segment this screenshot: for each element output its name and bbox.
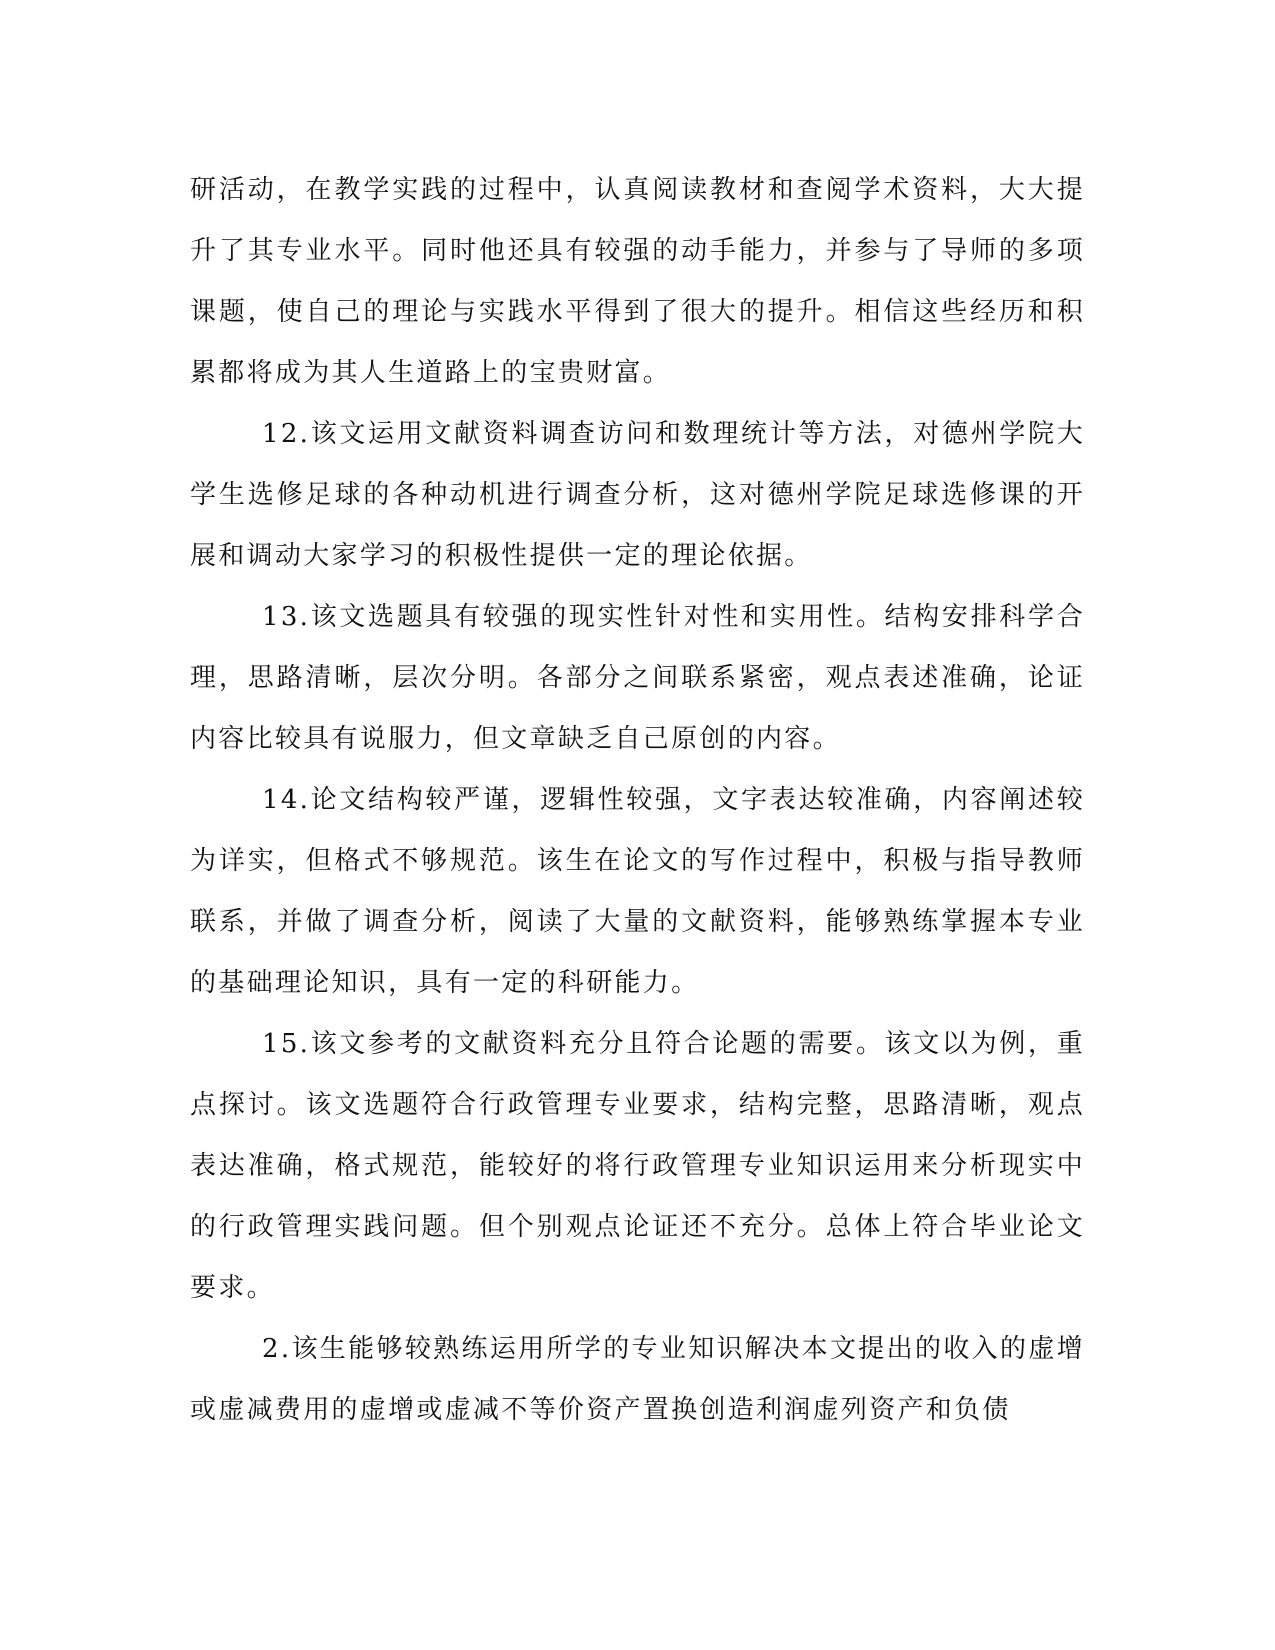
paragraph-13: 13.该文选题具有较强的现实性针对性和实用性。结构安排科学合理，思路清晰，层次分明。各部分之间联系紧密，观点表述准确，论证内容比较具有说服力，但文章缺乏自己原创的内容。 [190, 602, 1085, 754]
paragraph-2: 2.该生能够较熟练运用所学的专业知识解决本文提出的收入的虚增或虚减费用的虚增或虚减不等价资产置换创造利润虚列资产和负债 [190, 1334, 1085, 1425]
document-body [190, 160, 1085, 1441]
paragraph-14: 14.论文结构较严谨，逻辑性较强，文字表达较准确，内容阐述较为详实，但格式不够规范。该生在论文的写作过程中，积极与指导教师联系，并做了调查分析，阅读了大量的文献资料，能够熟练掌握本专业的基础理论知识，具有一定的科研能力。 [190, 785, 1085, 998]
paragraph-continuation: 研活动，在教学实践的过程中，认真阅读教材和查阅学术资料，大大提升了其专业水平。同时他还具有较强的动手能力，并参与了导师的多项课题，使自己的理论与实践水平得到了很大的提升。相信这些经历和积累都将成为其人生道路上的宝贵财富。 [190, 175, 1085, 388]
paragraph-12: 12.该文运用文献资料调查访问和数理统计等方法，对德州学院大学生选修足球的各种动机进行调查分析，这对德州学院足球选修课的开展和调动大家学习的积极性提供一定的理论依据。 [190, 419, 1085, 571]
paragraph-15: 15.该文参考的文献资料充分且符合论题的需要。该文以为例，重点探讨。该文选题符合行政管理专业要求，结构完整，思路清晰，观点表达准确，格式规范，能较好的将行政管理专业知识运用来分析现实中的行政管理实践问题。但个别观点论证还不充分。总体上符合毕业论文要求。 [190, 1029, 1085, 1303]
